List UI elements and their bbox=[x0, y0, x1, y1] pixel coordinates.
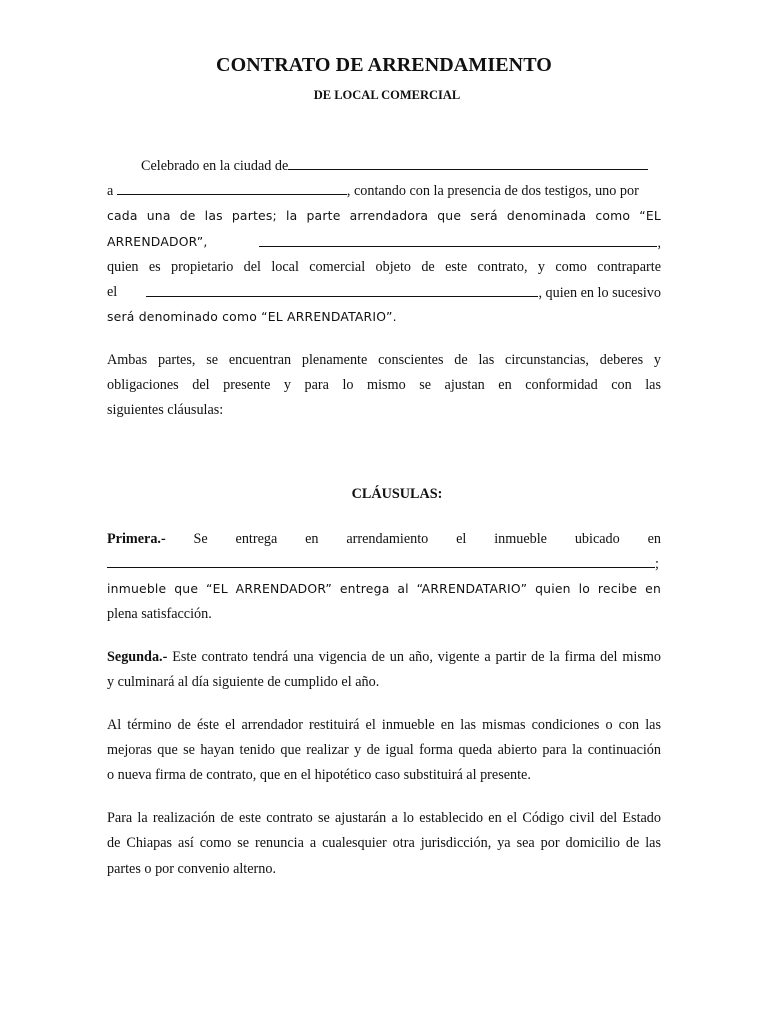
segunda-label: Segunda.- bbox=[107, 649, 168, 665]
segunda-line-1 bbox=[107, 648, 661, 666]
intro-arrendador-text: ARRENDADOR”, bbox=[107, 234, 208, 249]
primera-word: inmueble bbox=[494, 531, 547, 547]
intro-line-3: cada una de las partes; la parte arrendadora que será denominada como “EL bbox=[107, 208, 661, 223]
realizacion-line-2: de Chiapas así como se renuncia a cualesquier otra jurisdicción, ya sea por domicilio de las bbox=[107, 835, 661, 851]
primera-word: entrega bbox=[235, 531, 278, 547]
termino-line-1: Al término de éste el arrendador restituirá el inmueble en las mismas condiciones o con las bbox=[107, 717, 661, 733]
segunda-line-2: y culminará al día siguiente de cumplido el año. bbox=[107, 674, 380, 690]
intro-line-2 bbox=[107, 181, 661, 200]
arrendador-blank-field[interactable] bbox=[259, 233, 657, 247]
primera-line-1 bbox=[107, 530, 661, 548]
intro-comma: , bbox=[657, 235, 661, 251]
primera-word: arrendamiento bbox=[346, 531, 429, 547]
primera-word: Se bbox=[193, 531, 208, 547]
primera-line-2 bbox=[107, 554, 661, 573]
document-title: CONTRATO DE ARRENDAMIENTO bbox=[216, 54, 552, 76]
intro-sucesivo-text: , quien en lo sucesivo bbox=[538, 285, 661, 301]
primera-line-3: inmueble que “EL ARRENDADOR” entrega al “ARRENDATARIO” quien lo recibe en bbox=[107, 581, 661, 596]
location-blank-field[interactable] bbox=[107, 554, 655, 568]
segunda-text: Este contrato tendrá una vigencia de un año, vigente a partir de la firma del mismo bbox=[167, 649, 661, 665]
date-blank-field[interactable] bbox=[117, 181, 347, 195]
realizacion-line-3: partes o por convenio alterno. bbox=[107, 861, 277, 877]
intro-a-text: a bbox=[107, 183, 114, 199]
primera-word: en bbox=[305, 531, 319, 547]
parties-line-3: siguientes cláusulas: bbox=[107, 402, 224, 418]
intro-line-7: será denominado como “EL ARRENDATARIO”. bbox=[107, 309, 397, 324]
primera-line-4: plena satisfacción. bbox=[107, 606, 212, 622]
termino-line-3: o nueva firma de contrato, que en el hipotético caso substituirá al presente. bbox=[107, 767, 531, 783]
primera-word: en bbox=[647, 531, 661, 547]
termino-line-2: mejoras que se hayan tenido que realizar y de igual forma queda abierto para la continuación bbox=[107, 742, 661, 758]
primera-word: el bbox=[456, 531, 467, 547]
parties-line-1: Ambas partes, se encuentran plenamente conscientes de las circunstancias, deberes y bbox=[107, 352, 661, 368]
primera-label: Primera.- bbox=[107, 531, 166, 547]
intro-line-4 bbox=[107, 233, 661, 252]
primera-semicolon: ; bbox=[655, 556, 659, 572]
arrendatario-blank-field[interactable] bbox=[146, 283, 538, 297]
intro-el-text: el bbox=[107, 284, 118, 300]
realizacion-line-1: Para la realización de este contrato se ajustarán a lo establecido en el Código civil del Estado bbox=[107, 810, 661, 826]
city-blank-field[interactable] bbox=[288, 156, 648, 170]
intro-line-6 bbox=[107, 283, 661, 302]
parties-line-2: obligaciones del presente y para lo mismo se ajustan en conformidad con las bbox=[107, 377, 661, 393]
intro-city-text: Celebrado en la ciudad de bbox=[141, 158, 289, 174]
intro-witnesses-text: , contando con la presencia de dos testigos, uno por bbox=[346, 183, 639, 199]
clauses-heading: CLÁUSULAS: bbox=[351, 486, 443, 502]
intro-line-1 bbox=[107, 156, 661, 175]
intro-line-5: quien es propietario del local comercial objeto de este contrato, y como contraparte bbox=[107, 259, 661, 275]
document-subtitle: DE LOCAL COMERCIAL bbox=[313, 88, 461, 102]
primera-word: ubicado bbox=[574, 531, 620, 547]
